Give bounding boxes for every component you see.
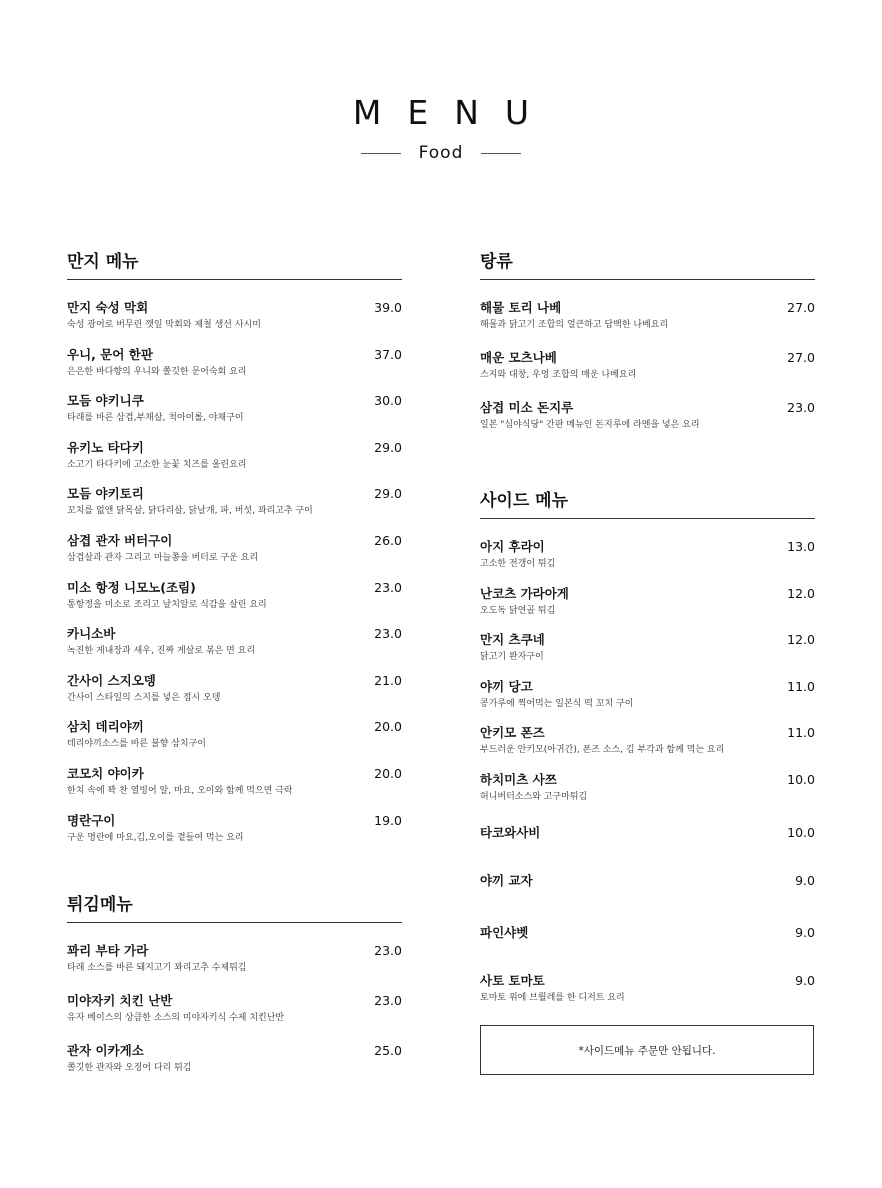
item-name: 우니, 문어 한판	[67, 346, 153, 362]
menu-item	[480, 725, 815, 772]
item-name: 모듬 야키토리	[67, 486, 144, 502]
item-price: 23.0	[374, 626, 402, 642]
item-name: 모듬 야키니쿠	[67, 393, 144, 409]
item-price: 11.0	[787, 725, 815, 741]
item-name: 명란구이	[67, 812, 116, 828]
menu-item	[480, 350, 815, 400]
menu-item	[480, 825, 815, 867]
menu-item	[67, 300, 402, 347]
menu-item	[480, 300, 815, 350]
menu-item	[67, 533, 402, 580]
item-price: 10.0	[787, 771, 815, 787]
item-name: 관자 이카게소	[67, 1043, 144, 1058]
menu-item	[67, 813, 402, 860]
section-title: 탕류	[480, 250, 815, 280]
item-price: 21.0	[374, 672, 402, 688]
menu-item	[480, 679, 815, 726]
item-name: 만지 츠쿠네	[480, 632, 545, 648]
menu-item	[67, 347, 402, 394]
menu-header	[0, 94, 882, 164]
item-price: 23.0	[374, 993, 402, 1008]
page-subtitle: Food	[418, 143, 464, 163]
item-price: 30.0	[374, 393, 402, 409]
menu-item	[480, 925, 815, 973]
item-name: 삼겹 관자 버터구이	[67, 532, 173, 548]
item-list	[480, 539, 815, 1019]
item-desc: 통항정을 미소로 조리고 날치알로 식감을 살린 요리	[67, 599, 267, 610]
section-soup	[480, 250, 815, 450]
menu-item	[67, 943, 402, 993]
menu-item	[480, 400, 815, 450]
item-name: 하치미츠 사쯔	[480, 771, 557, 787]
item-name: 사토 토마토	[480, 972, 545, 988]
section-title: 튀김메뉴	[67, 893, 402, 923]
item-desc: 타래 소스를 바른 돼지고기 꽈리고추 수제튀김	[67, 963, 247, 973]
subtitle-row	[0, 142, 882, 164]
divider-right	[481, 153, 521, 154]
menu-item	[67, 1043, 402, 1093]
menu-item	[67, 673, 402, 720]
item-price: 27.0	[787, 300, 815, 315]
item-desc: 허니버터소스와 고구마튀김	[480, 791, 588, 802]
item-desc: 한치 속에 꽉 찬 열빙어 알, 마요, 오이와 함께 먹으면 극락	[67, 785, 293, 796]
item-name: 타코와사비	[480, 824, 541, 840]
item-desc: 해물과 닭고기 조합의 얼큰하고 담백한 나베요리	[480, 320, 669, 330]
item-name: 매운 모츠나베	[480, 350, 557, 365]
item-price: 29.0	[374, 439, 402, 455]
item-name: 만지 숙성 막회	[67, 300, 149, 315]
item-name: 난코츠 가라아게	[480, 585, 569, 601]
item-desc: 간사이 스타일의 스지를 넣은 접시 오뎅	[67, 692, 221, 703]
item-name: 야끼 당고	[480, 678, 533, 694]
section-fried	[67, 893, 402, 1093]
menu-item	[480, 586, 815, 633]
section-title: 사이드 메뉴	[480, 489, 815, 519]
item-desc: 일본 "심야식당" 간판 메뉴인 돈지루에 라멘을 넣은 요리	[480, 420, 700, 430]
item-name: 삼치 데리야끼	[67, 719, 144, 735]
item-desc: 소고기 타다키에 고소한 눈꽃 치즈를 올린요리	[67, 459, 247, 470]
menu-item	[67, 486, 402, 533]
item-price: 26.0	[374, 532, 402, 548]
item-desc: 콩가루에 찍어먹는 일본식 떡 꼬치 구이	[480, 698, 634, 709]
item-list	[67, 300, 402, 859]
menu-item	[67, 766, 402, 813]
item-price: 27.0	[787, 350, 815, 365]
item-desc: 은은한 바다향의 우니와 쫄깃한 문어숙회 요리	[67, 366, 247, 377]
item-name: 아지 후라이	[480, 539, 545, 554]
item-desc: 쫄깃한 관자와 오징어 다리 튀김	[67, 1063, 192, 1073]
item-desc: 삼겹살과 관자 그리고 마늘쫑을 버터로 구운 요리	[67, 552, 259, 563]
item-desc: 꼬치를 없앤 닭목살, 닭다리살, 닭날개, 파, 버섯, 꽈리고추 구이	[67, 506, 313, 517]
item-desc: 녹진한 게내장과 새우, 진짜 게살로 볶은 면 요리	[67, 646, 256, 657]
item-name: 안키모 폰즈	[480, 725, 545, 741]
item-price: 12.0	[787, 632, 815, 648]
menu-item	[67, 580, 402, 627]
item-desc: 오도독 닭연골 튀김	[480, 605, 556, 616]
section-side	[480, 489, 815, 1019]
item-price: 39.0	[374, 300, 402, 315]
item-name: 야끼 교자	[480, 872, 533, 888]
item-price: 25.0	[374, 1043, 402, 1058]
item-desc: 스지와 대창, 우엉 조합의 매운 나베요리	[480, 370, 637, 380]
item-price: 13.0	[787, 539, 815, 554]
item-name: 삼겹 미소 돈지루	[480, 400, 574, 415]
menu-item	[480, 873, 815, 919]
item-desc: 부드러운 안키모(아귀간), 폰즈 소스, 김 부각과 함께 먹는 요리	[480, 745, 725, 756]
item-name: 유키노 타다키	[67, 439, 144, 455]
item-name: 꽈리 부타 가라	[67, 943, 149, 958]
menu-item	[480, 539, 815, 586]
item-desc: 유자 베이스의 상큼한 소스의 미야자키식 수제 치킨난반	[67, 1013, 285, 1023]
item-price: 29.0	[374, 486, 402, 502]
menu-item	[480, 632, 815, 679]
item-desc: 타래를 바른 삼겹,부채살, 척아이롤, 야채구이	[67, 413, 244, 424]
item-name: 파인샤벳	[480, 924, 529, 940]
item-name: 간사이 스지오뎅	[67, 672, 156, 688]
section-manji	[67, 250, 402, 859]
item-price: 9.0	[795, 872, 815, 888]
menu-item	[67, 626, 402, 673]
item-name: 해물 토리 나베	[480, 300, 562, 315]
item-price: 12.0	[787, 585, 815, 601]
side-menu-note	[480, 1025, 814, 1075]
menu-item	[67, 393, 402, 440]
item-desc: 토마토 위에 브륄레를 한 디저트 요리	[480, 992, 625, 1003]
item-price: 23.0	[374, 943, 402, 958]
item-desc: 구운 명란에 마요,김,오이를 곁들여 먹는 요리	[67, 832, 244, 843]
item-price: 9.0	[795, 924, 815, 940]
item-name: 미소 항정 니모노(조림)	[67, 579, 196, 595]
note-text: *사이드메뉴 주문만 안됩니다.	[578, 1044, 716, 1057]
item-price: 23.0	[374, 579, 402, 595]
menu-item	[480, 973, 815, 1020]
menu-item	[67, 440, 402, 487]
section-title: 만지 메뉴	[67, 250, 402, 280]
item-desc: 데리야끼소스를 바른 불향 삼치구이	[67, 739, 206, 750]
menu-item	[67, 993, 402, 1043]
menu-item	[67, 719, 402, 766]
item-price: 23.0	[787, 400, 815, 415]
item-desc: 고소한 전갱이 튀김	[480, 559, 556, 569]
item-price: 37.0	[374, 346, 402, 362]
item-desc: 숙성 광어로 버무린 깻잎 막회와 제철 생선 사시미	[67, 320, 261, 330]
page-title: MENU	[352, 93, 556, 132]
item-price: 19.0	[374, 812, 402, 828]
item-name: 미야자키 치킨 난반	[67, 993, 173, 1008]
item-price: 11.0	[787, 678, 815, 694]
item-price: 20.0	[374, 719, 402, 735]
item-name: 코모치 야이카	[67, 765, 144, 781]
item-price: 20.0	[374, 765, 402, 781]
item-list	[67, 943, 402, 1093]
divider-left	[361, 153, 401, 154]
item-desc: 닭고기 완자구이	[480, 652, 544, 663]
item-list	[480, 300, 815, 450]
menu-item	[480, 772, 815, 819]
item-name: 카니소바	[67, 626, 116, 642]
item-price: 10.0	[787, 824, 815, 840]
item-price: 9.0	[795, 972, 815, 988]
